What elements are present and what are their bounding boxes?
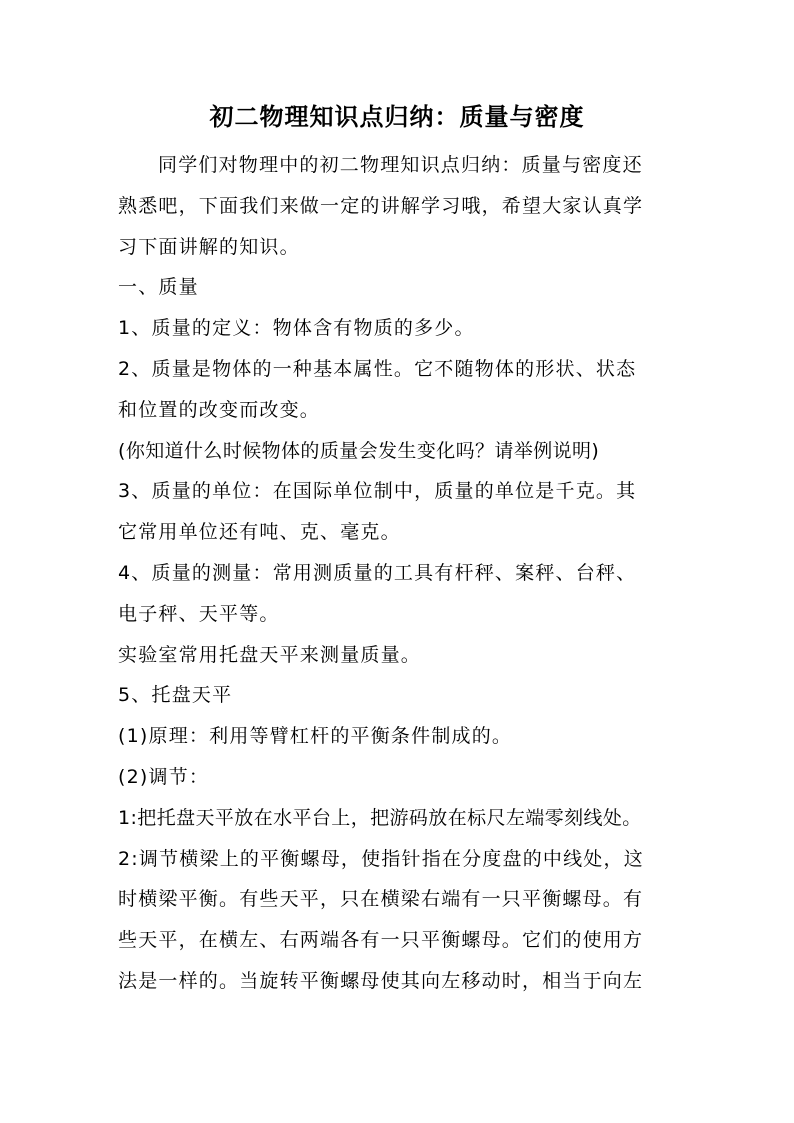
paragraph-line: 和位置的改变而改变。: [118, 398, 321, 421]
paragraph-line: 它常用单位还有吨、克、毫克。: [118, 521, 401, 544]
paragraph-line: 时横梁平衡。有些天平，只在横梁右端有一只平衡螺母。有: [118, 888, 644, 911]
paragraph-line: 同学们对物理中的初二物理知识点归纳：质量与密度还: [158, 154, 643, 176]
paragraph-line: (你知道什么时候物体的质量会发生变化吗？请举例说明): [118, 439, 600, 462]
section-heading: 一、质量: [118, 276, 199, 299]
paragraph-line: 1:把托盘天平放在水平台上，把游码放在标尺左端零刻线处。: [118, 806, 642, 829]
paragraph-line: 习下面讲解的知识。: [118, 235, 300, 258]
paragraph-line: (2)调节：: [118, 765, 210, 788]
document-body: [118, 145, 678, 1002]
paragraph-line: 3、质量的单位：在国际单位制中，质量的单位是千克。其: [118, 480, 637, 503]
paragraph-line: 2:调节横梁上的平衡螺母，使指针指在分度盘的中线处，这: [118, 847, 644, 870]
paragraph-line: 4、质量的测量：常用测质量的工具有杆秤、案秤、台秤、: [118, 561, 637, 584]
paragraph-line: 些天平，在横左、右两端各有一只平衡螺母。它们的使用方: [118, 929, 644, 952]
document-title: 初二物理知识点归纳：质量与密度: [209, 102, 585, 131]
paragraph-line: 2、质量是物体的一种基本属性。它不随物体的形状、状态: [118, 357, 637, 380]
section-heading: 5、托盘天平: [118, 684, 233, 707]
paragraph-line: 电子秤、天平等。: [118, 602, 280, 625]
paragraph-line: 实验室常用托盘天平来测量质量。: [118, 643, 422, 666]
paragraph-line: 法是一样的。当旋转平衡螺母使其向左移动时，相当于向左: [118, 969, 644, 992]
paragraph-line: (1)原理：利用等臂杠杆的平衡条件制成的。: [118, 725, 513, 748]
paragraph-line: 熟悉吧，下面我们来做一定的讲解学习哦，希望大家认真学: [118, 194, 644, 217]
paragraph-line: 1、质量的定义：物体含有物质的多少。: [118, 317, 475, 340]
